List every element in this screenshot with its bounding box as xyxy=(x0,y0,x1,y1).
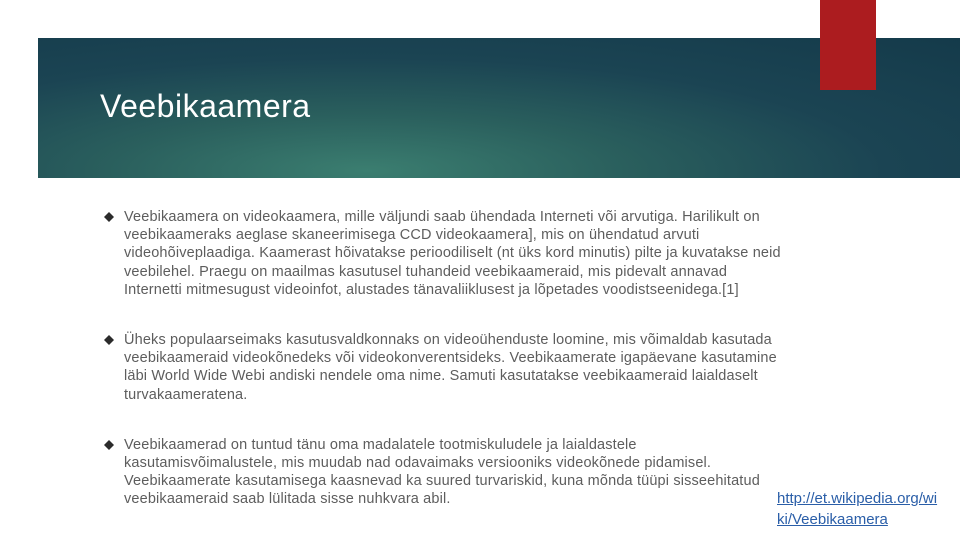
bullet-list xyxy=(104,208,784,509)
bullet-item xyxy=(104,436,784,509)
diamond-bullet-icon xyxy=(104,335,114,345)
diamond-bullet-icon xyxy=(104,440,114,450)
bullet-text: Veebikaamerad on tuntud tänu oma madalatele tootmiskuludele ja laialdastele kasutamisvõimalustele, mis muudab nad odavaimaks versiooniks videokõnede pidamisel. Veebikaamerate kasutamisega kaasnevad ka suured turvariskid, kuna mõnda tüüpi sisseehitatud veebikaameraid saab lülitada sisse nuhkvara abil. xyxy=(124,436,760,508)
bullet-item xyxy=(104,208,784,299)
diamond-bullet-icon xyxy=(104,212,114,222)
source-link[interactable]: http://et.wikipedia.org/wiki/Veebikaamera xyxy=(777,490,938,528)
slide-title: Veebikaamera xyxy=(100,88,311,124)
bullet-text: Üheks populaarseimaks kasutusvaldkonnaks on videoühenduste loomine, mis võimaldab kasutada veebikaameraid videokõnedeks või videokonverentsideks. Veebikaamerate igapäevane kasutamine läbi World Wide Webi andiski nendele oma nime. Samuti kasutatakse veebikaameraid laialdaselt turvakaameratena. xyxy=(124,332,777,403)
accent-tab xyxy=(820,0,876,90)
bullet-item xyxy=(104,331,784,404)
bullet-text: Veebikaamera on videokaamera, mille väljundi saab ühendada Interneti või arvutiga. Harilikult on veebikaameraks aeglase skaneerimisega CCD videokaamera], mis on ühendatud arvuti videohõiveplaadiga. Kaamerast hõivatakse perioodiliselt (nt üks kord minutis) pilte ja kuvatakse neid veebilehel. Praegu on maailmas kasutusel tuhandeid veebikaameraid, mis pidevalt annavad Internetti mitmesugust videoinfot, alustades tänavaliiklusest ja lõpetades voodistseenidega.[1] xyxy=(124,209,781,298)
